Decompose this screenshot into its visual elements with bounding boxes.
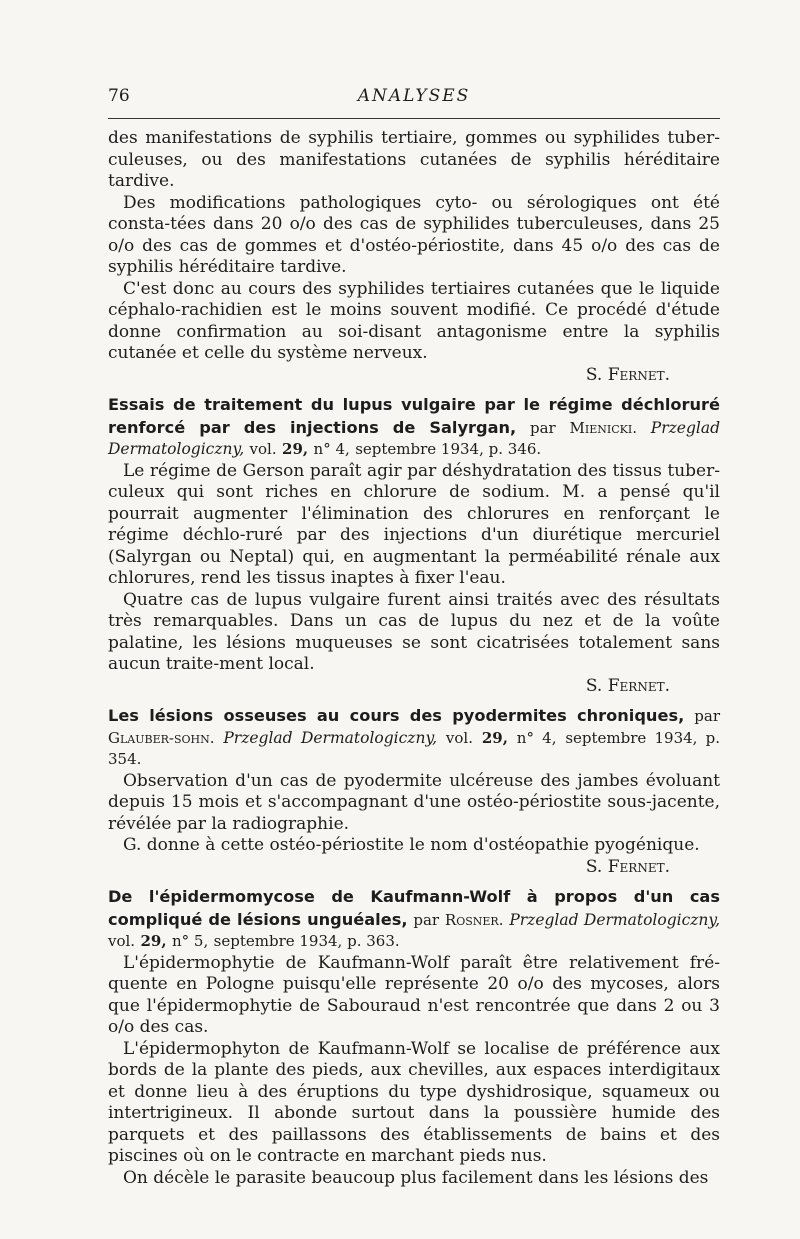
intro-paragraph-2: Des modifications pathologiques cyto- ou sérologiques ont été consta-tées dans 20 o/o des cas de syphilides tuberculeuses, dans 25 o/o des cas de gommes et d'ostéo-périostite, dans 45 o/o des cas de syphilis héréditaire tardive. — [108, 192, 720, 277]
article2-journal: Przeglad Dermatologiczny, — [223, 728, 438, 747]
article3-heading: De l'épidermomycose de Kaufmann-Wolf à propos d'un cas compliqué de lésions unguéales, par Rosner. Przeglad Dermatologiczny, vol. 29, n° 5, septembre 1934, p. 363. — [108, 887, 721, 950]
article3-paragraph-3: On décèle le parasite beaucoup plus facilement dans les lésions des — [123, 1167, 709, 1188]
article2-heading: Les lésions osseuses au cours des pyodermites chroniques, par Glauber-sohn. Przeglad Dermatologiczny, vol. 29, n° 4, septembre 1934, p. 354. — [108, 706, 721, 768]
intro-paragraph-3: C'est donc au cours des syphilides tertiaires cutanées que le liquide céphalo-rachidien est le moins souvent modifié. Ce procédé d'étude donne confirmation au soi-disant antagonisme entre la syphilis cutanée et celle du système nerveux. — [108, 278, 720, 363]
article2-author: Glauber-sohn. — [108, 728, 215, 747]
article1-heading: Essais de traitement du lupus vulgaire par le régime déchloruré renforcé par des injections de Salyrgan, par Mienicki. Przeglad Dermatologiczny, vol. 29, n° 4, septembre 1934, p. 346. — [108, 395, 720, 458]
article3-title: De l'épidermomycose de Kaufmann-Wolf à propos d'un cas compliqué de lésions unguéales, — [108, 887, 720, 929]
running-head: ANALYSES — [357, 86, 471, 106]
article2-signature: S. Fernet. — [585, 856, 670, 877]
page-number: 76 — [108, 86, 130, 106]
article1-date-pages: septembre 1934, p. 346. — [355, 440, 542, 458]
article3-date-pages: septembre 1934, p. 363. — [213, 932, 400, 950]
article2-paragraph-1: Observation d'un cas de pyodermite ulcéreuse des jambes évoluant depuis 15 mois et s'accompagnant d'une ostéo-périostite sous-jacente, révélée par la radiographie. — [108, 770, 720, 834]
article1-paragraph-2: Quatre cas de lupus vulgaire furent ainsi traités avec des résultats très remarquables. Dans un cas de lupus du nez et de la voûte palatine, les lésions muqueuses se sont cicatrisées totalement sans aucun traite-ment local. — [108, 589, 720, 674]
article3-paragraph-1: L'épidermophytie de Kaufmann-Wolf paraît être relativement fré-quente en Pologne puisqu'elle représente 20 o/o des mycoses, alors que l'épidermophytie de Sabouraud n'est rencontrée que dans 2 ou 3 o/o des cas. — [108, 952, 720, 1037]
article3-author: Rosner. — [444, 910, 504, 929]
article1-journal: Przeglad Dermatologiczny, — [108, 418, 720, 458]
article1-signature: S. Fernet. — [585, 675, 670, 696]
article1-title: Essais de traitement du lupus vulgaire par le régime déchloruré renforcé par des injections de Salyrgan, — [108, 395, 720, 437]
intro-paragraph-1: des manifestations de syphilis tertiaire, gommes ou syphilides tuber-culeuses, ou des manifestations cutanées de syphilis héréditaire tardive. — [108, 128, 720, 191]
article3-paragraph-2: L'épidermophyton de Kaufmann-Wolf se localise de préférence aux bords de la plante des pieds, aux chevilles, aux espaces interdigitaux et donne lieu à des éruptions du type dyshidrosique, squameux ou intertrigineux. Il abonde surtout dans la poussière humide des parquets et des paillassons des établissements de bains et des piscines où on le contracte en marchant pieds nus. — [108, 1038, 720, 1166]
article1-author: Mienicki. — [569, 418, 637, 437]
article2-paragraph-2: G. donne à cette ostéo-périostite le nom d'ostéopathie pyogénique. — [123, 835, 700, 855]
page-header — [108, 86, 720, 110]
article2-date-pages: septembre 1934, p. 354. — [108, 728, 721, 768]
article1-paragraph-1: Le régime de Gerson paraît agir par déshydratation des tissus tuber-culeux qui sont riches en chlorure de sodium. M. a pensé qu'il pourrait augmenter l'élimination des chlorures en renforçant le régime déchlo-ruré par des injections d'un diurétique mercuriel (Salyrgan ou Neptal) qui, en augmentant la perméabilité rénale aux chlorures, rend les tissus inaptes à fixer l'eau. — [108, 460, 720, 588]
header-rule — [108, 118, 720, 119]
article3-journal: Przeglad Dermatologiczny, — [509, 910, 721, 929]
page-body — [108, 128, 720, 1189]
intro-signature: S. Fernet. — [585, 364, 670, 385]
article2-title: Les lésions osseuses au cours des pyodermites chroniques, — [108, 706, 685, 725]
